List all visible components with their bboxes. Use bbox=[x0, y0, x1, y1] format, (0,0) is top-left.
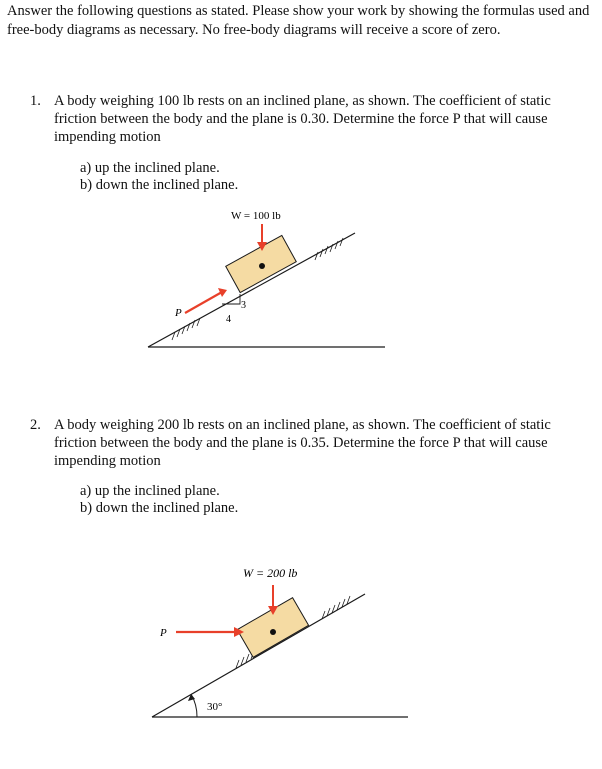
instructions: Answer the following questions as stated. Please show your work by showing the formulas used and free-body diagrams as necessary. No free-body diagrams will receive a score of zero. bbox=[7, 3, 590, 38]
weight-label: W = 100 lb bbox=[231, 210, 281, 222]
force-p-label: P bbox=[160, 627, 167, 639]
problem-2-text: A body weighing 200 lb rests on an inclined plane, as shown. The coefficient of static friction between the body and the plane is 0.35. Determine the force P that will cause impending motion bbox=[54, 417, 551, 469]
angle-label: 30° bbox=[207, 701, 223, 713]
weight-label: W = 200 lb bbox=[243, 566, 298, 580]
slope-rise-label: 3 bbox=[241, 300, 246, 311]
problem-2-part-b: b) down the inclined plane. bbox=[80, 500, 239, 516]
problem-1-part-a: a) up the inclined plane. bbox=[80, 160, 220, 176]
problem-2-number: 2. bbox=[30, 417, 41, 433]
problem-1-part-b: b) down the inclined plane. bbox=[80, 177, 239, 193]
problem-2-part-a: a) up the inclined plane. bbox=[80, 483, 220, 499]
problem-1-text: A body weighing 100 lb rests on an inclined plane, as shown. The coefficient of static friction between the body and the plane is 0.30. Determine the force P that will cause impending motion bbox=[54, 93, 551, 145]
incline-surface bbox=[152, 594, 365, 717]
slope-run-label: 4 bbox=[226, 314, 231, 325]
center-of-mass-dot bbox=[270, 629, 276, 635]
force-p-label: P bbox=[175, 307, 182, 319]
problem-1-number: 1. bbox=[30, 93, 41, 109]
